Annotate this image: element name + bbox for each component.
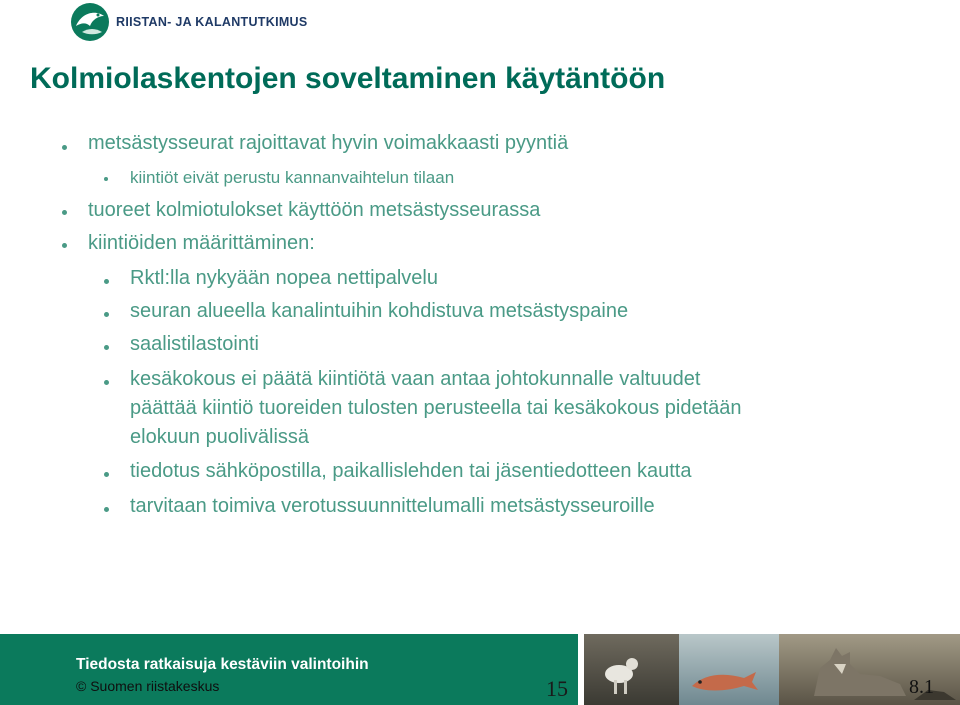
list-item: saalistilastointi [130,333,259,355]
wildlife-photo-strip-icon [584,634,960,705]
list-item-continuation: elokuun puolivälissä [130,426,310,448]
logo-fish-bird-icon [70,2,110,42]
bullet-icon [104,507,109,512]
page-number: 15 [546,676,568,701]
bullet-icon [104,380,109,385]
list-item-continuation: päättää kiintiö tuoreiden tulosten perusteella tai kesäkokous pidetään [130,397,742,419]
list-item: tuoreet kolmiotulokset käyttöön metsästysseurassa [88,199,541,221]
list-item: tarvitaan toimiva verotussuunnittelumalli metsästysseuroille [130,495,655,517]
org-logo [70,2,308,42]
slide-title: Kolmiolaskentojen soveltaminen käytäntöön [30,62,666,95]
footer-tagline: Tiedosta ratkaisuja kestäviin valintoihin [76,656,369,673]
bullet-icon [104,345,109,350]
footer-wildlife-photos [584,634,960,705]
bullet-icon [62,210,67,215]
list-item: kesäkokous ei päätä kiintiötä vaan antaa johtokunnalle valtuudet [130,368,701,390]
footer-copyright: © Suomen riistakeskus [76,678,220,694]
bullet-icon [104,279,109,284]
bullet-icon [62,145,67,150]
slide-number: 8.1 [909,676,934,698]
footer [0,634,960,705]
bullet-icon [104,177,108,181]
bullet-icon [104,472,109,477]
list-item: seuran alueella kanalintuihin kohdistuva metsästyspaine [130,300,629,322]
logo-text: RIISTAN- JA KALANTUTKIMUS [116,15,308,29]
list-item: kiintiöt eivät perustu kannanvaihtelun tilaan [130,168,455,187]
list-item: metsästysseurat rajoittavat hyvin voimakkaasti pyyntiä [88,132,569,154]
bullet-icon [62,243,67,248]
list-item: kiintiöiden määrittäminen: [88,232,315,254]
list-item: tiedotus sähköpostilla, paikallislehden tai jäsentiedotteen kautta [130,460,692,482]
list-item: Rktl:lla nykyään nopea nettipalvelu [130,267,438,289]
bullet-icon [104,312,109,317]
